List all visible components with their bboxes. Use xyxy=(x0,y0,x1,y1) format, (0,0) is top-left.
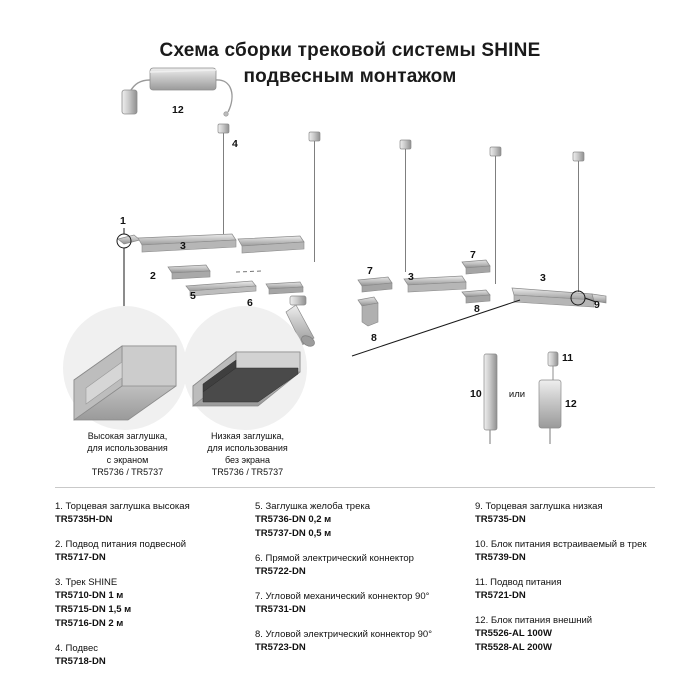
legend-column-2 xyxy=(255,500,465,666)
power-feed-right xyxy=(548,352,558,380)
callout-11: 11 xyxy=(562,352,574,364)
detail-high-endcap xyxy=(63,306,187,430)
legend-item-11-code-1: TR5721-DN xyxy=(475,590,526,601)
legend-item-4 xyxy=(55,642,230,669)
legend-item-3-code-2: TR5715-DN 1,5 м xyxy=(55,604,132,615)
legend-item-2-title: 2. Подвод питания подвесной xyxy=(55,539,187,550)
legend-item-2 xyxy=(55,538,230,565)
detail-caption-low xyxy=(160,430,335,478)
callout-7a: 7 xyxy=(367,265,373,277)
legend-item-5-code-2: TR5737-DN 0,5 м xyxy=(255,528,332,539)
legend-item-5-code-1: TR5736-DN 0,2 м xyxy=(255,514,332,525)
legend-item-5-title: 5. Заглушка желоба трека xyxy=(255,501,371,512)
callout-1: 1 xyxy=(120,215,126,227)
detail-low-endcap xyxy=(183,306,307,430)
legend-item-8-title: 8. Угловой электрический коннектор 90° xyxy=(255,629,432,640)
legend-item-6 xyxy=(255,552,465,579)
callout-5: 5 xyxy=(190,290,196,302)
title-line-2: подвесным монтажом xyxy=(243,66,457,87)
callout-12b: 12 xyxy=(565,398,577,410)
legend-item-3-title: 3. Трек SHINE xyxy=(55,577,118,588)
legend-item-4-title: 4. Подвес xyxy=(55,643,98,654)
legend-item-11 xyxy=(475,576,675,603)
callout-10: 10 xyxy=(470,388,482,400)
detail-high-line3: с экраном xyxy=(106,455,149,465)
legend-item-10-title: 10. Блок питания встраиваемый в трек xyxy=(475,539,647,550)
track-run-right xyxy=(512,288,606,307)
detail-low-line1: Низкая заглушка, xyxy=(211,431,284,441)
legend-item-6-title: 6. Прямой электрический коннектор xyxy=(255,553,414,564)
callout-2: 2 xyxy=(150,270,156,282)
detail-low-line2: для использования xyxy=(207,443,288,453)
legend-item-6-code-1: TR5722-DN xyxy=(255,566,306,577)
legend-divider xyxy=(55,487,655,488)
legend-item-12-code-1: TR5526-AL 100W xyxy=(475,628,552,639)
legend-item-9-title: 9. Торцевая заглушка низкая xyxy=(475,501,603,512)
legend-item-1-code-1: TR5735H-DN xyxy=(55,514,113,525)
legend-item-10-code-1: TR5739-DN xyxy=(475,552,526,563)
callout-3c: 3 xyxy=(540,272,546,284)
detail-high-line1: Высокая заглушка, xyxy=(87,431,168,441)
callout-8a: 8 xyxy=(371,332,377,344)
callout-6: 6 xyxy=(247,297,253,309)
legend-item-3-code-1: TR5710-DN 1 м xyxy=(55,590,124,601)
title-line-1: Схема сборки трековой системы SHINE xyxy=(159,40,541,61)
legend-item-1-title: 1. Торцевая заглушка высокая xyxy=(55,501,190,512)
legend-item-9-code-1: TR5735-DN xyxy=(475,514,526,525)
callout-12a: 12 xyxy=(172,104,184,116)
callout-9: 9 xyxy=(594,299,600,311)
track-run-upper xyxy=(118,234,304,272)
detail-high-line2: для использования xyxy=(87,443,168,453)
callout-8b: 8 xyxy=(474,303,480,315)
legend-item-1 xyxy=(55,500,230,527)
callout-3a: 3 xyxy=(180,240,186,252)
legend xyxy=(55,500,655,690)
or-label: или xyxy=(508,389,526,400)
legend-item-11-title: 11. Подвод питания xyxy=(475,577,562,588)
legend-column-3 xyxy=(475,500,675,666)
legend-item-10 xyxy=(475,538,675,565)
legend-item-7 xyxy=(255,590,465,617)
callout-3b: 3 xyxy=(408,271,414,283)
suspension-wires xyxy=(218,124,584,292)
legend-item-2-code-1: TR5717-DN xyxy=(55,552,106,563)
legend-item-4-code-1: TR5718-DN xyxy=(55,656,106,667)
legend-item-3 xyxy=(55,576,230,631)
legend-column-1 xyxy=(55,500,230,680)
legend-item-5 xyxy=(255,500,465,541)
legend-item-12 xyxy=(475,614,675,655)
detail-low-line4: TR5736 / TR5737 xyxy=(211,467,284,477)
legend-item-8-code-1: TR5723-DN xyxy=(255,642,306,653)
legend-item-8 xyxy=(255,628,465,655)
legend-item-12-code-2: TR5528-AL 200W xyxy=(475,642,552,653)
psu-track-mounted xyxy=(484,354,497,444)
legend-item-7-title: 7. Угловой механический коннектор 90° xyxy=(255,591,430,602)
lower-left-parts xyxy=(168,265,303,296)
detail-high-line4: TR5736 / TR5737 xyxy=(91,467,164,477)
psu-external-right xyxy=(539,380,561,444)
callout-4: 4 xyxy=(232,138,238,150)
callout-7b: 7 xyxy=(470,249,476,261)
legend-item-7-code-1: TR5731-DN xyxy=(255,604,306,615)
detail-low-line3: без экрана xyxy=(224,455,270,465)
legend-item-12-title: 12. Блок питания внешний xyxy=(475,615,593,626)
legend-item-9 xyxy=(475,500,675,527)
legend-item-3-code-3: TR5716-DN 2 м xyxy=(55,618,124,629)
